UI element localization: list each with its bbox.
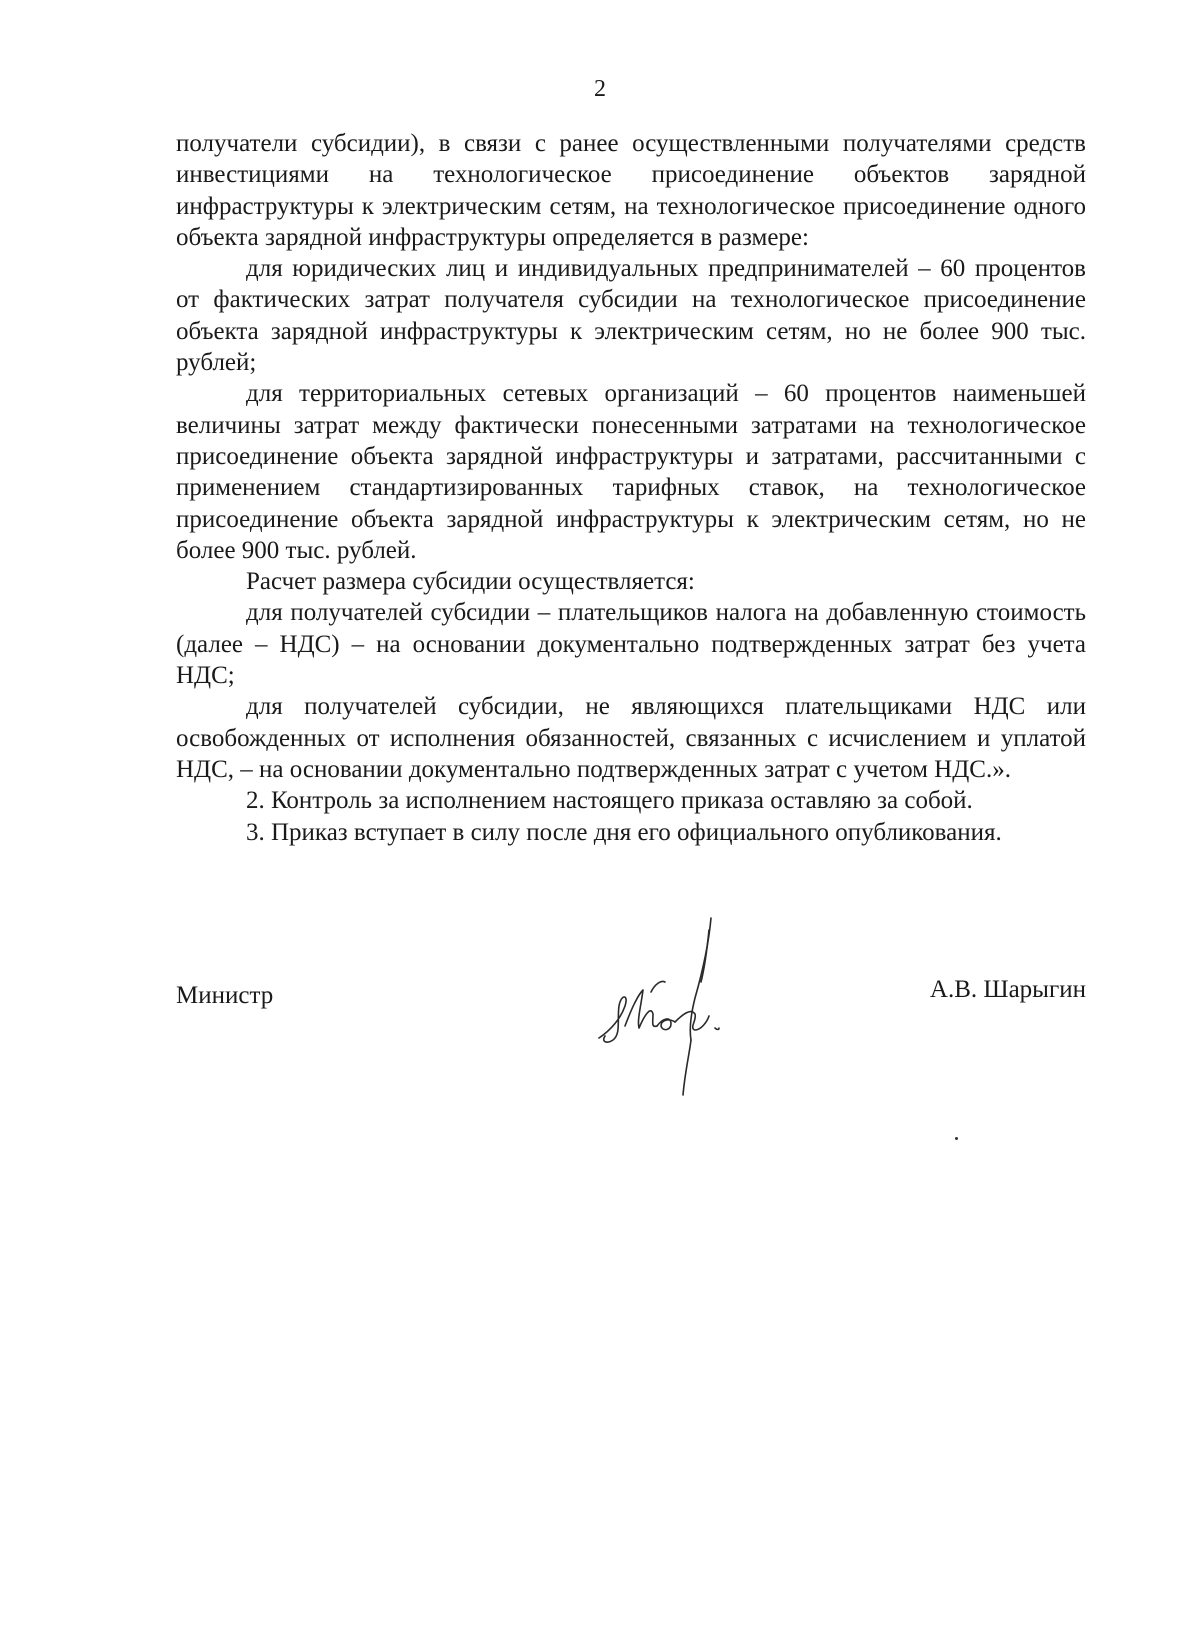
handwritten-signature <box>591 910 741 1100</box>
signatory-name: А.В. Шарыгин <box>929 976 1086 1003</box>
paragraph-legal-entities: для юридических лиц и индивидуальных предпринимателей – 60 процентов от фактических затрат получателя субсидии на технологическое присоединение объекта зарядной инфраструктуры к электрическим сетям, но не более 900 тыс. рублей; <box>176 255 1086 377</box>
clause-2: 2. Контроль за исполнением настоящего приказа оставляю за собой. <box>246 787 973 815</box>
paragraph-non-vat-payers: для получателей субсидии, не являющихся плательщиками НДС или освобожденных от исполнения обязанностей, связанных с исчислением и уплатой НДС, – на основании документально подтвержденных затрат с учетом НДС.». <box>176 693 1086 783</box>
clause-3: 3. Приказ вступает в силу после дня его официального опубликования. <box>246 818 1002 846</box>
paragraph-vat-payers: для получателей субсидии – плательщиков налога на добавленную стоимость (далее – НДС) – на основании документально подтвержденных затрат без учета НДС; <box>176 599 1086 690</box>
paragraph-calculation-intro: Расчет размера субсидии осуществляется: <box>246 568 695 596</box>
document-body <box>176 128 1086 848</box>
page-number: 2 <box>594 76 606 102</box>
paragraph-grid-organizations: для территориальных сетевых организаций – 60 процентов наименьшей величины затрат между фактически понесенными затратами на технологическое присоединение объекта зарядной инфраструктуры и затратами, рассчитанными с применением стандартизированных тарифных ставок, на технологическое присоединение объекта зарядной инфраструктуры к электрическим сетям, но не более 900 тыс. рублей. <box>176 380 1086 564</box>
signature-block <box>176 976 1086 1140</box>
paragraph-continuation: получатели субсидии), в связи с ранее осуществленными получателями средств инвестициями на технологическое присоединение объектов зарядной инфраструктуры к электрическим сетям, на технологическое присоединение одного объекта зарядной инфраструктуры определяется в размере: <box>176 130 1086 251</box>
signatory-title: Министр <box>176 982 274 1009</box>
scan-speck <box>955 1137 958 1140</box>
